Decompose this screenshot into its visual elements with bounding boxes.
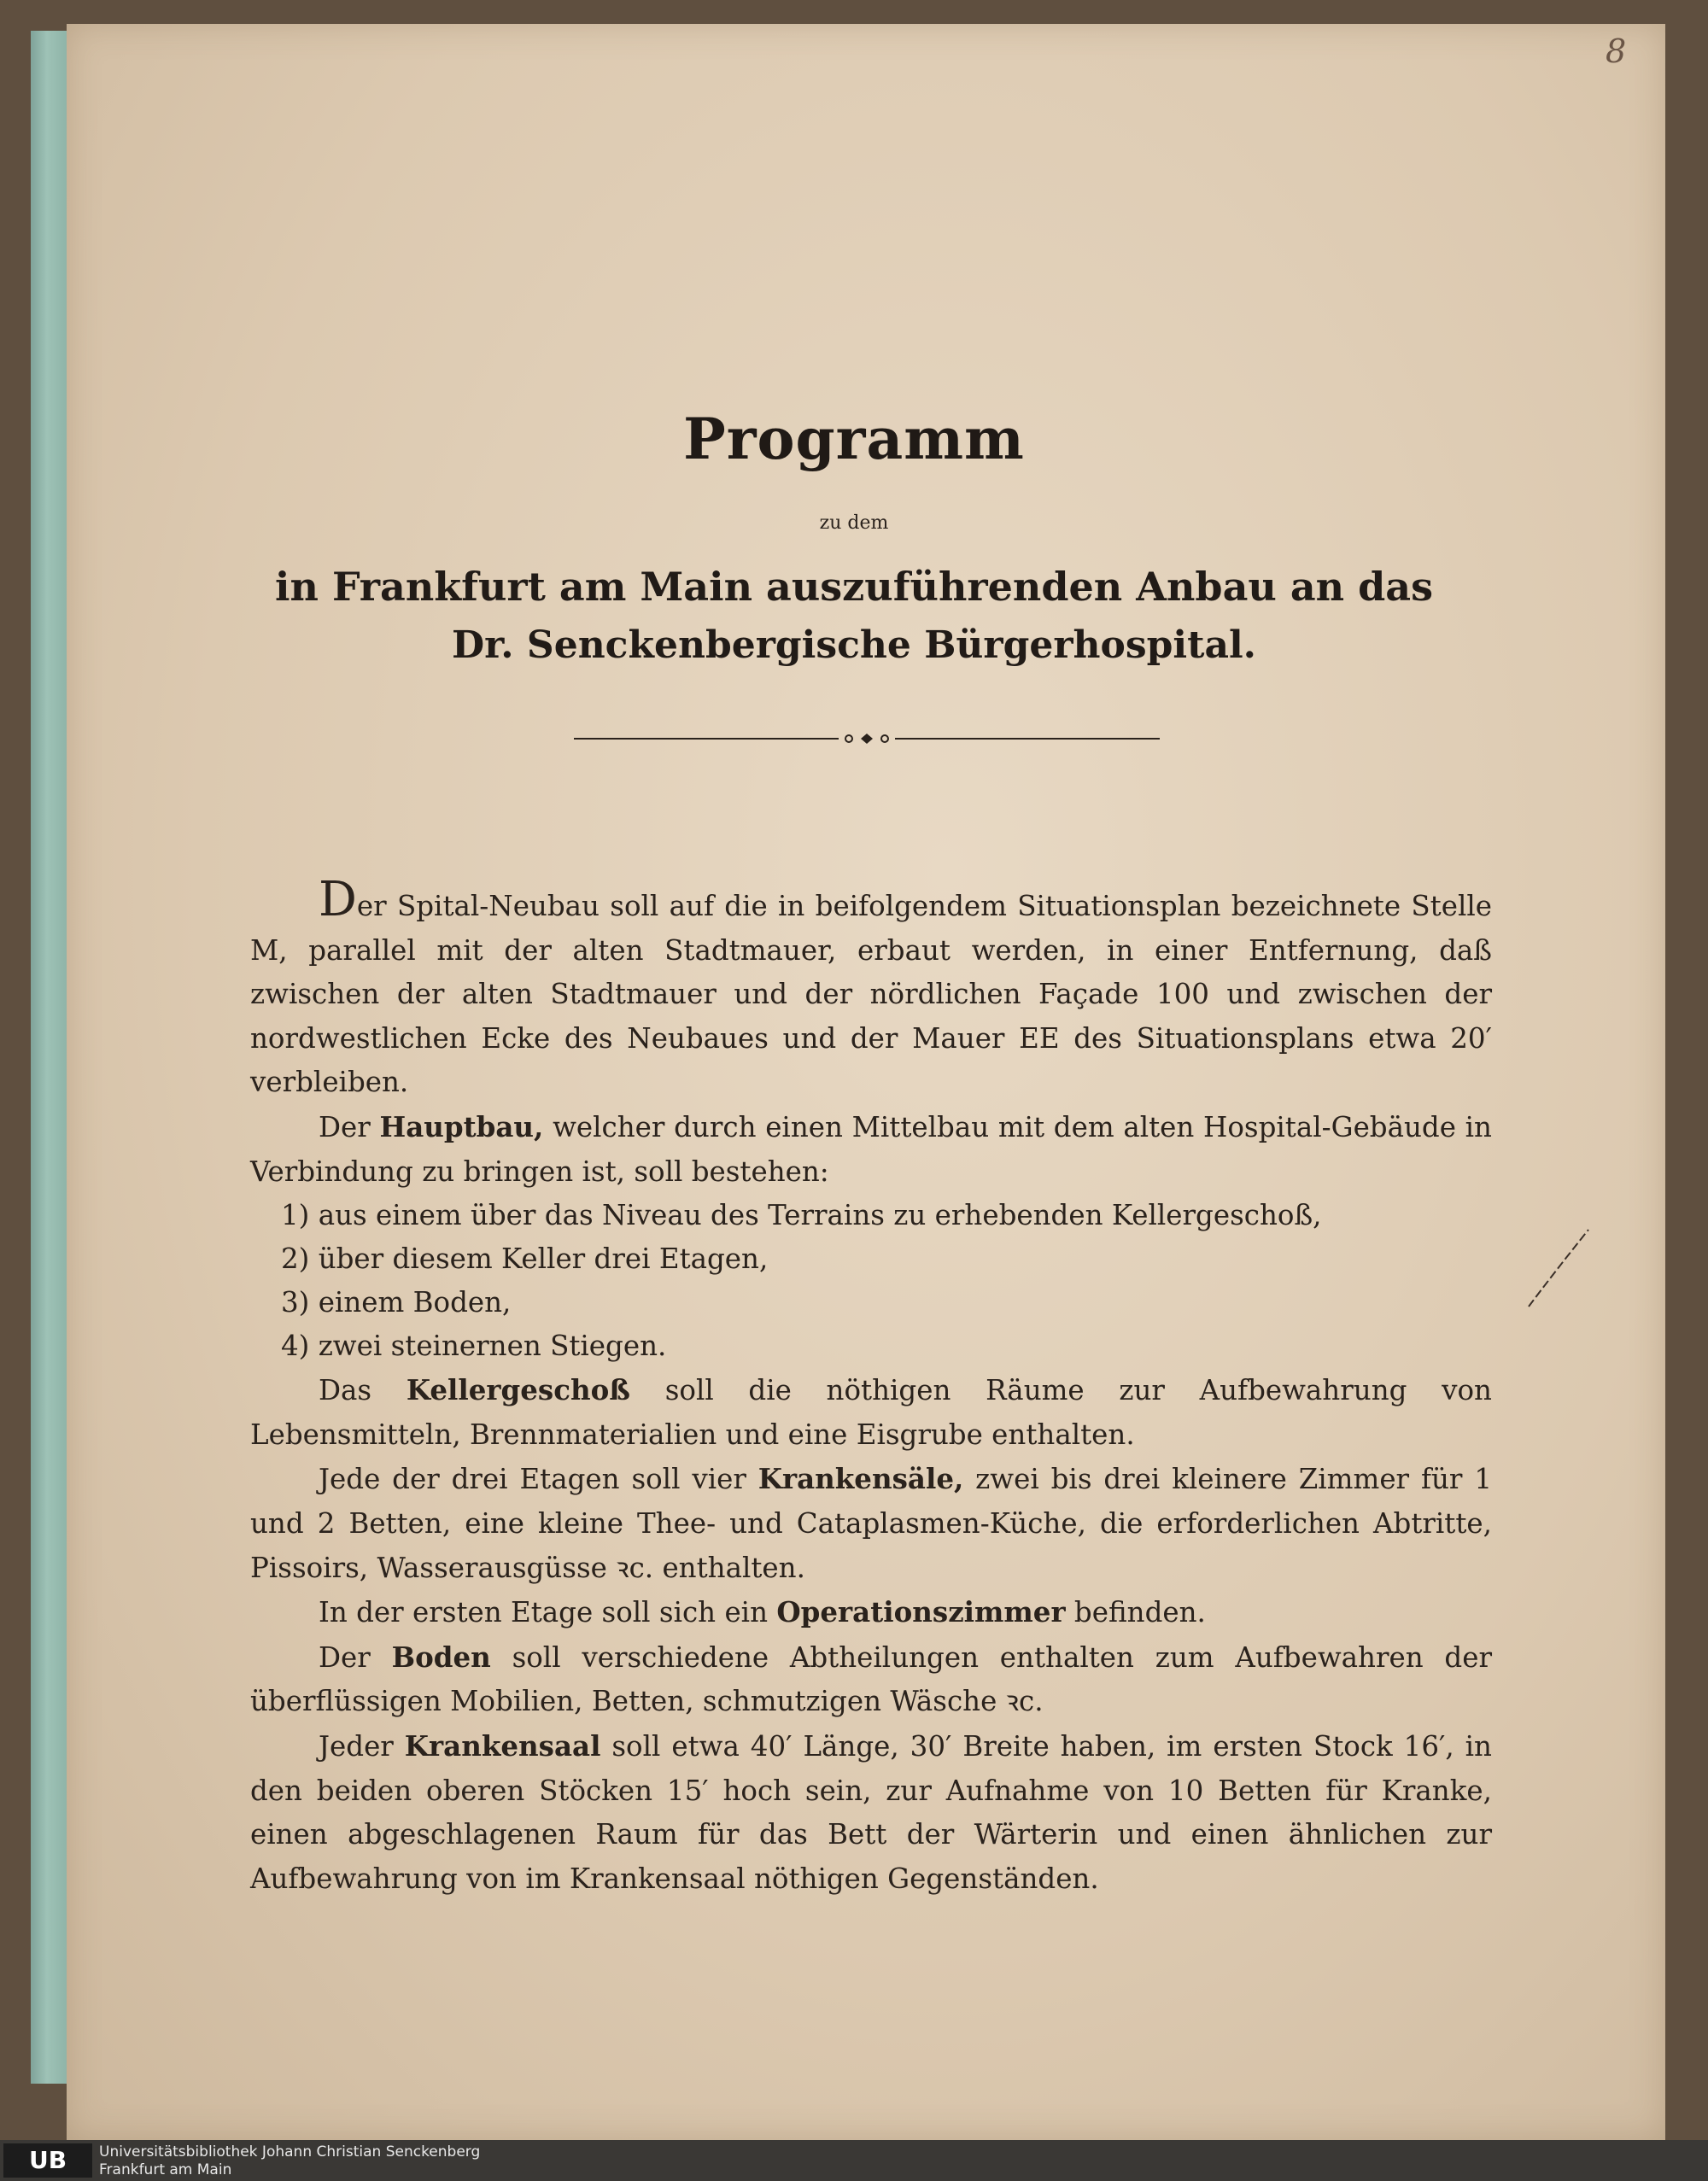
list-item: 4) zwei steinernen Stiegen.: [281, 1330, 667, 1363]
paragraph-krankensaal: [250, 1724, 1492, 1901]
list-item: 2) über diesem Keller drei Etagen,: [281, 1243, 769, 1276]
text-run: welcher durch einen Mittelbau mit dem alten Hospital-Gebäude in Verbindung zu bringen ist, soll bestehen:: [250, 1110, 1492, 1188]
footer-library-name: Universitätsbibliothek Johann Christian Senckenberg: [99, 2143, 481, 2161]
text-run: In der ersten Etage soll sich ein: [319, 1596, 777, 1629]
text-run: Der: [319, 1110, 380, 1143]
page-number: 8: [1606, 32, 1627, 70]
text-run: befinden.: [1065, 1596, 1206, 1629]
paragraph-kellergeschoss: [250, 1368, 1492, 1457]
text-run: Jeder: [319, 1729, 405, 1763]
bold-term-krankensaele: Krankensäle,: [757, 1462, 964, 1496]
text-run: soll verschiedene Abtheilungen enthalten zum Aufbewahren der überflüssigen Mobilien, Betten, schmutzigen Wäsche ꝛc.: [250, 1640, 1492, 1718]
text-run: soll etwa 40′ Länge, 30′ Breite haben, im ersten Stock 16′, in den beiden oberen Stöcken 15′ hoch sein, zur Aufnahme von 10 Betten für Kranke, einen abgeschlagenen Raum für das Bett der Wärterin und einen ähnlichen zur Aufbewahrung von im Krankensaal nöthigen Gegenständen.: [250, 1729, 1492, 1895]
bold-term-kellergeschoss: Kellergeschoß: [406, 1373, 631, 1407]
text-run: zwei bis drei kleinere Zimmer für 1 und 2 Betten, eine kleine Thee- und Cataplasmen-Küche, die erforderlichen Abtritte, Pissoirs, Wasserausgüsse ꝛc. enthalten.: [250, 1463, 1492, 1584]
subtitle-line-1: in Frankfurt am Main auszuführenden Anbau an das: [275, 564, 1433, 610]
text-run: soll die nöthigen Räume zur Aufbewahrung von Lebensmitteln, Brennmaterialien und eine Eisgrube enthalten.: [250, 1374, 1492, 1451]
footer-library-city: Frankfurt am Main: [99, 2161, 232, 2178]
subtitle-connector: zu dem: [819, 512, 889, 534]
bold-term-boden: Boden: [391, 1640, 491, 1674]
subtitle-line-2: Dr. Senckenbergische Bürgerhospital.: [451, 623, 1256, 667]
paragraph-site: Der Spital-Neubau soll auf die in beifolgendem Situationsplan bezeichnete Stelle M, parallel mit der alten Stadtmauer, erbaut werden, in einer Entfernung, daß zwischen der alten Stadtmauer und der nördlichen Façade 100 und zwischen der nordwestlichen Ecke des Neubaues und der Mauer EE des Situationsplans etwa 20′ verbleiben.: [250, 872, 1492, 1099]
page-title: Programm: [683, 406, 1025, 472]
text-run: Das: [319, 1374, 407, 1407]
paragraph-hauptbau: [250, 1105, 1492, 1194]
library-logo: UB: [3, 2143, 92, 2178]
paragraph-etagen: [250, 1457, 1492, 1590]
bold-term-krankensaal: Krankensaal: [404, 1728, 601, 1763]
text-run: Jede der drei Etagen soll vier: [319, 1463, 758, 1496]
list-item: 1) aus einem über das Niveau des Terrains zu erhebenden Kellergeschoß,: [281, 1199, 1322, 1232]
body-text: [250, 872, 1492, 1901]
paragraph-operationszimmer: [250, 1590, 1492, 1635]
bold-term-hauptbau: Hauptbau,: [379, 1109, 544, 1143]
paragraph-boden: [250, 1635, 1492, 1724]
pencil-mark: [1520, 1221, 1597, 1315]
list-item: 3) einem Boden,: [281, 1286, 512, 1319]
bold-term-operationszimmer: Operationszimmer: [776, 1595, 1066, 1629]
ornamental-divider: [574, 730, 1160, 747]
text-run: Der: [319, 1640, 392, 1674]
book-spine-edge: [31, 31, 67, 2084]
